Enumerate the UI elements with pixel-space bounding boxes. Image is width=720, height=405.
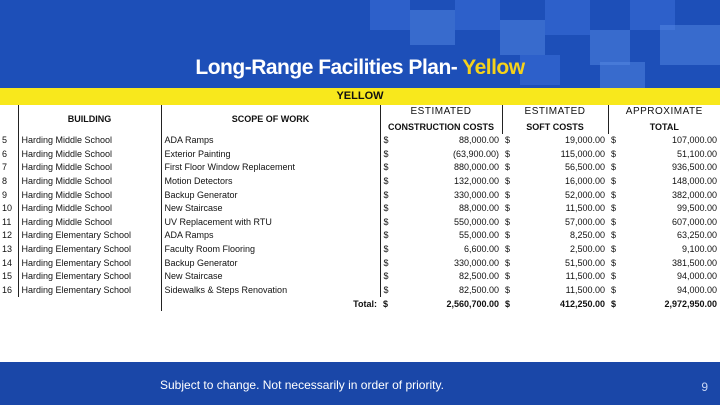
category-band: YELLOW [0, 88, 720, 105]
scope-cell: Exterior Painting [161, 148, 380, 162]
scope-cell: ADA Ramps [161, 229, 380, 243]
scope-cell: New Staircase [161, 202, 380, 216]
row-number: 7 [2, 162, 8, 173]
soft-cost-cell: 16,000.00 [564, 176, 606, 187]
header-soft-costs: ESTIMATED SOFT COSTS [502, 105, 608, 134]
total-construction: 2,560,700.00 [446, 298, 500, 309]
currency-sign: $ [380, 175, 394, 189]
soft-cost-cell: 56,500.00 [564, 162, 606, 173]
cost-table [0, 105, 720, 311]
row-number: 6 [2, 148, 8, 159]
title-main: Long-Range Facilities Plan- [195, 56, 463, 79]
table-row [0, 161, 720, 175]
total-soft: 412,250.00 [559, 298, 606, 309]
construction-cell: (63,900.00) [452, 148, 500, 159]
soft-cost-cell: 19,000.00 [564, 135, 606, 146]
currency-sign: $ [380, 256, 394, 270]
currency-sign: $ [611, 189, 617, 200]
row-number: 12 [2, 230, 13, 241]
table-row [0, 256, 720, 270]
currency-sign: $ [380, 202, 394, 216]
table-row [0, 284, 720, 298]
currency-sign: $ [611, 230, 617, 241]
header-scope: SCOPE OF WORK [161, 105, 380, 134]
soft-cost-cell: 11,500.00 [565, 284, 606, 295]
currency-sign: $ [505, 135, 511, 146]
table-row [0, 175, 720, 189]
currency-sign: $ [380, 229, 394, 243]
currency-sign: $ [380, 161, 394, 175]
construction-cell: 132,000.00 [453, 176, 500, 187]
header-construction: ESTIMATED CONSTRUCTION COSTS [380, 105, 502, 134]
soft-cost-cell: 11,500.00 [565, 203, 606, 214]
construction-cell: 55,000.00 [458, 230, 500, 241]
currency-sign: $ [505, 216, 511, 227]
building-cell: Harding Middle School [18, 148, 161, 162]
construction-cell: 330,000.00 [453, 257, 500, 268]
building-cell: Harding Elementary School [18, 243, 161, 257]
scope-cell: Motion Detectors [161, 175, 380, 189]
row-number: 14 [2, 257, 13, 268]
currency-sign: $ [611, 176, 617, 187]
currency-sign: $ [383, 298, 389, 309]
scope-cell: ADA Ramps [161, 134, 380, 148]
header-total: APPROXIMATE TOTAL [608, 105, 720, 134]
total-cell: 381,500.00 [671, 257, 718, 268]
table-row [0, 229, 720, 243]
soft-cost-cell: 11,500.00 [565, 271, 606, 282]
currency-sign: $ [380, 216, 394, 230]
currency-sign: $ [380, 188, 394, 202]
currency-sign: $ [611, 135, 617, 146]
page-number: 9 [701, 380, 708, 394]
building-cell: Harding Middle School [18, 188, 161, 202]
building-cell: Harding Elementary School [18, 284, 161, 298]
scope-cell: New Staircase [161, 270, 380, 284]
spreadsheet [0, 88, 720, 362]
total-cell: 107,000.00 [671, 135, 718, 146]
currency-sign: $ [611, 162, 617, 173]
scope-cell: Backup Generator [161, 188, 380, 202]
scope-cell: First Floor Window Replacement [161, 161, 380, 175]
building-cell: Harding Middle School [18, 161, 161, 175]
building-cell: Harding Elementary School [18, 270, 161, 284]
row-number: 8 [2, 176, 8, 187]
construction-cell: 880,000.00 [453, 162, 500, 173]
currency-sign: $ [611, 244, 617, 255]
building-cell: Harding Middle School [18, 134, 161, 148]
currency-sign: $ [505, 176, 511, 187]
construction-cell: 550,000.00 [453, 216, 500, 227]
scope-cell: Faculty Room Flooring [161, 243, 380, 257]
currency-sign: $ [505, 284, 511, 295]
building-cell: Harding Middle School [18, 175, 161, 189]
currency-sign: $ [380, 134, 394, 148]
row-number: 15 [2, 271, 13, 282]
table-row [0, 216, 720, 230]
currency-sign: $ [611, 216, 617, 227]
currency-sign: $ [611, 203, 617, 214]
currency-sign: $ [611, 148, 617, 159]
construction-cell: 6,600.00 [463, 244, 500, 255]
total-cell: 9,100.00 [681, 244, 718, 255]
soft-cost-cell: 52,000.00 [564, 189, 606, 200]
row-number: 16 [2, 284, 13, 295]
row-number: 9 [2, 189, 8, 200]
totals-label: Total: [161, 297, 380, 311]
total-cell: 51,100.00 [676, 148, 718, 159]
currency-sign: $ [505, 203, 511, 214]
header-row [0, 105, 720, 134]
total-cell: 99,500.00 [676, 203, 718, 214]
grand-total: 2,972,950.00 [664, 298, 718, 309]
building-cell: Harding Middle School [18, 216, 161, 230]
soft-cost-cell: 115,000.00 [560, 148, 606, 159]
totals-row [0, 297, 720, 311]
table-row [0, 270, 720, 284]
currency-sign: $ [611, 271, 617, 282]
total-cell: 382,000.00 [671, 189, 718, 200]
table-row [0, 148, 720, 162]
currency-sign: $ [611, 257, 617, 268]
soft-cost-cell: 2,500.00 [569, 244, 606, 255]
table-row [0, 243, 720, 257]
currency-sign: $ [611, 284, 617, 295]
total-cell: 94,000.00 [676, 284, 718, 295]
row-number: 13 [2, 244, 13, 255]
table-row [0, 134, 720, 148]
row-number: 11 [2, 216, 12, 227]
total-cell: 63,250.00 [676, 230, 718, 241]
total-cell: 936,500.00 [671, 162, 718, 173]
currency-sign: $ [505, 189, 511, 200]
currency-sign: $ [380, 148, 394, 162]
total-cell: 94,000.00 [676, 271, 718, 282]
construction-cell: 330,000.00 [453, 189, 500, 200]
total-cell: 607,000.00 [671, 216, 718, 227]
header-building: BUILDING [18, 105, 161, 134]
currency-sign: $ [505, 257, 511, 268]
construction-cell: 82,500.00 [458, 284, 500, 295]
building-cell: Harding Elementary School [18, 229, 161, 243]
soft-cost-cell: 51,500.00 [564, 257, 606, 268]
currency-sign: $ [505, 162, 511, 173]
scope-cell: Sidewalks & Steps Renovation [161, 284, 380, 298]
currency-sign: $ [380, 284, 394, 298]
table-row [0, 188, 720, 202]
scope-cell: UV Replacement with RTU [161, 216, 380, 230]
soft-cost-cell: 57,000.00 [564, 216, 606, 227]
page-title [0, 56, 720, 80]
currency-sign: $ [505, 148, 511, 159]
currency-sign: $ [380, 270, 394, 284]
construction-cell: 82,500.00 [458, 271, 500, 282]
currency-sign: $ [505, 298, 511, 309]
footer-note: Subject to change. Not necessarily in order of priority. [160, 378, 444, 392]
soft-cost-cell: 8,250.00 [569, 230, 606, 241]
currency-sign: $ [505, 271, 511, 282]
currency-sign: $ [505, 244, 511, 255]
row-number: 10 [2, 203, 13, 214]
scope-cell: Backup Generator [161, 256, 380, 270]
total-cell: 148,000.00 [671, 176, 718, 187]
table-row [0, 202, 720, 216]
building-cell: Harding Elementary School [18, 256, 161, 270]
currency-sign: $ [505, 230, 511, 241]
title-accent: Yellow [462, 56, 525, 79]
construction-cell: 88,000.00 [458, 135, 500, 146]
row-number: 5 [2, 135, 8, 146]
currency-sign: $ [611, 298, 617, 309]
currency-sign: $ [380, 243, 394, 257]
construction-cell: 88,000.00 [458, 203, 500, 214]
building-cell: Harding Middle School [18, 202, 161, 216]
